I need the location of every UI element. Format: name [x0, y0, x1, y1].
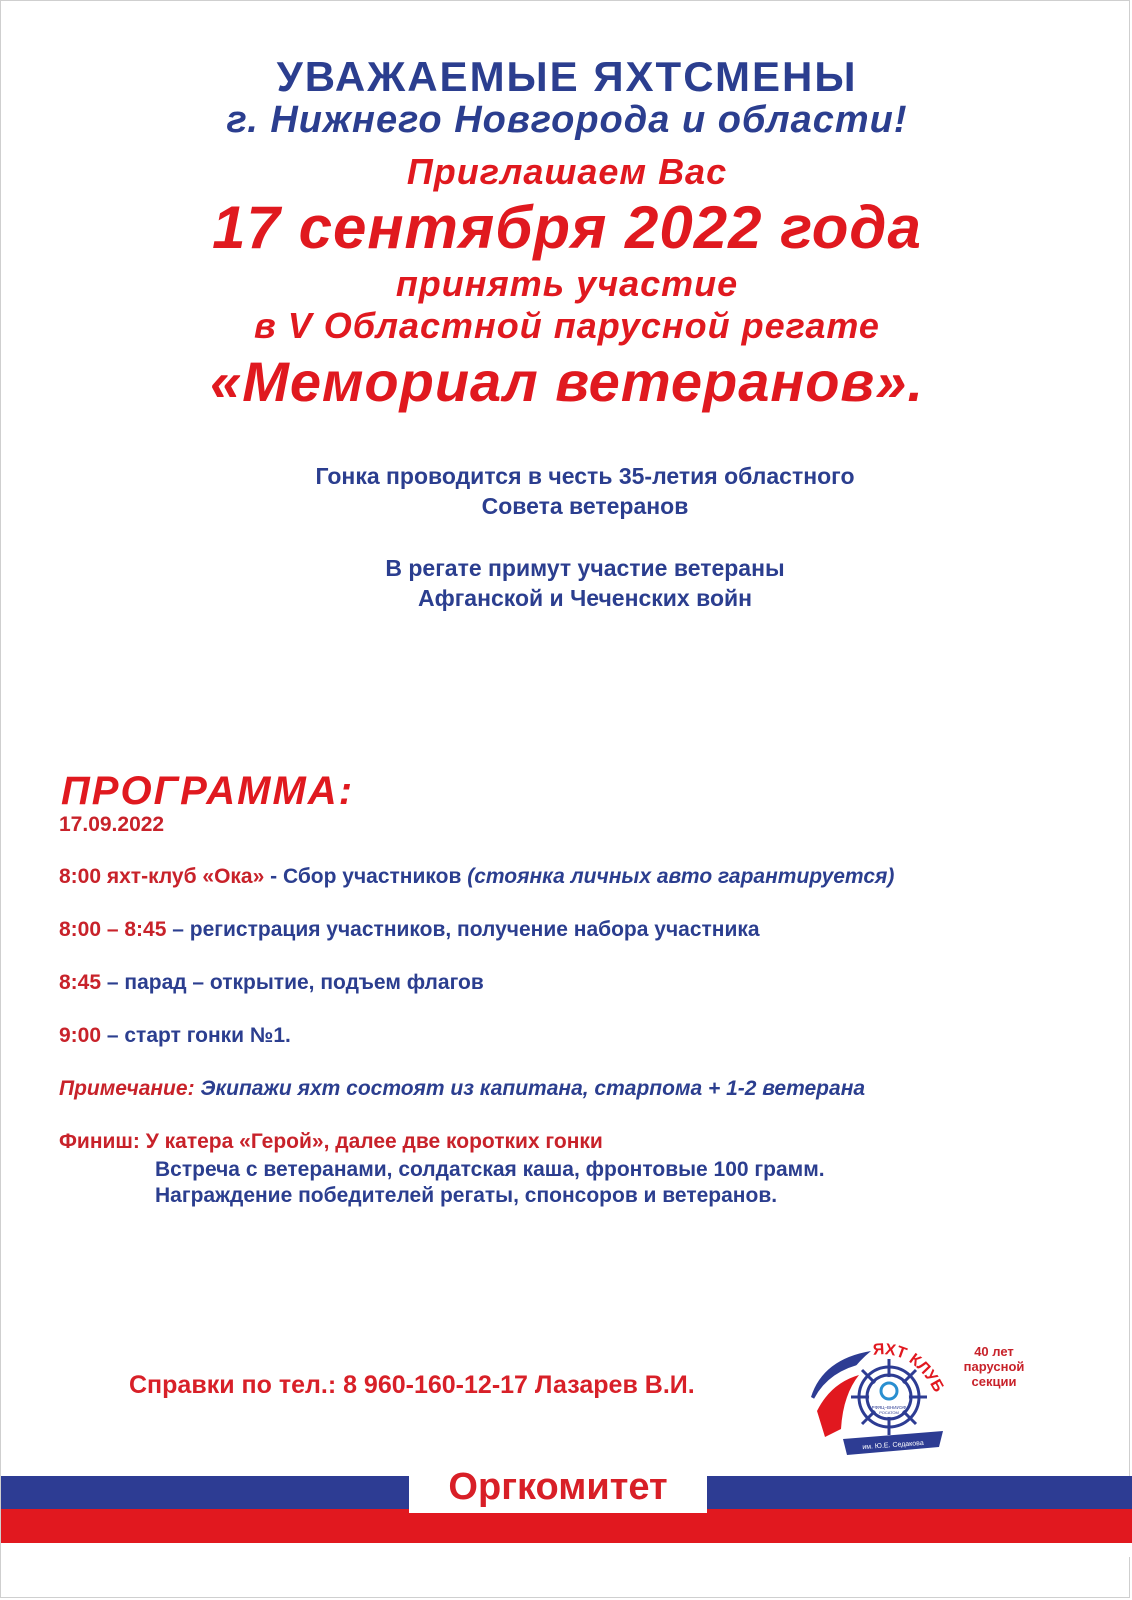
program-finish-line-3: Награждение победителей регаты, спонсоров и ветеранов.: [155, 1184, 778, 1207]
program-item: 8:45 – парад – открытие, подъем флагов: [59, 971, 484, 994]
invite-line: Приглашаем Вас: [406, 151, 728, 192]
flag-band-red: [1, 1509, 1132, 1543]
svg-text:РФЯЦ–ВНИИЭФ: РФЯЦ–ВНИИЭФ: [871, 1405, 907, 1410]
program-title: ПРОГРАММА:: [61, 769, 355, 813]
svg-text:РОСАТОМ: РОСАТОМ: [879, 1410, 899, 1415]
dedication-line-1: Гонка проводится в честь 35-летия областного: [315, 463, 855, 489]
regatta-line: в V Областной парусной регате: [254, 305, 880, 346]
program-item: 8:00 – 8:45 – регистрация участников, получение набора участника: [59, 918, 760, 941]
participate-line: принять участие: [395, 263, 739, 304]
dedication-paragraph: [1, 461, 1132, 521]
event-date: 17 сентября 2022 года: [212, 194, 922, 261]
participants-paragraph: [1, 553, 1132, 613]
greeting-title: УВАЖАЕМЫЕ ЯХТСМЕНЫ: [276, 53, 858, 100]
greeting-subtitle: г. Нижнего Новгорода и области!: [226, 99, 908, 141]
yacht-club-logo: [803, 1339, 953, 1469]
participants-line-1: В регате примут участие ветераны: [385, 555, 785, 581]
program-item: 9:00 – старт гонки №1.: [59, 1024, 291, 1047]
contact-phone: Справки по тел.: 8 960-160-12-17 Лазарев В.И.: [129, 1371, 695, 1399]
program-date: 17.09.2022: [59, 813, 165, 836]
regatta-name: «Мемориал ветеранов».: [210, 350, 924, 413]
dedication-line-2: Совета ветеранов: [481, 493, 689, 519]
organizing-committee-label: Оргкомитет: [409, 1467, 707, 1513]
svg-text:им. Ю.Е. Седакова: им. Ю.Е. Седакова: [862, 1439, 924, 1452]
participants-line-2: Афганской и Чеченских войн: [417, 585, 753, 611]
program-finish-line-2: Встреча с ветеранами, солдатская каша, фронтовые 100 грамм.: [155, 1158, 825, 1181]
program-finish: Финиш: У катера «Герой», далее две коротких гонки: [59, 1130, 603, 1153]
anniversary-badge: 40 лет парусной секции: [963, 1344, 1025, 1389]
program-item: 8:00 яхт-клуб «Ока» - Сбор участников (стоянка личных авто гарантируется): [59, 865, 895, 888]
program-note: Примечание: Экипажи яхт состоят из капитана, старпома + 1-2 ветерана: [59, 1077, 866, 1100]
logo-arc-text: ЯХТ КЛУБ: [872, 1341, 947, 1396]
flag-band-white: [1, 1543, 1132, 1557]
